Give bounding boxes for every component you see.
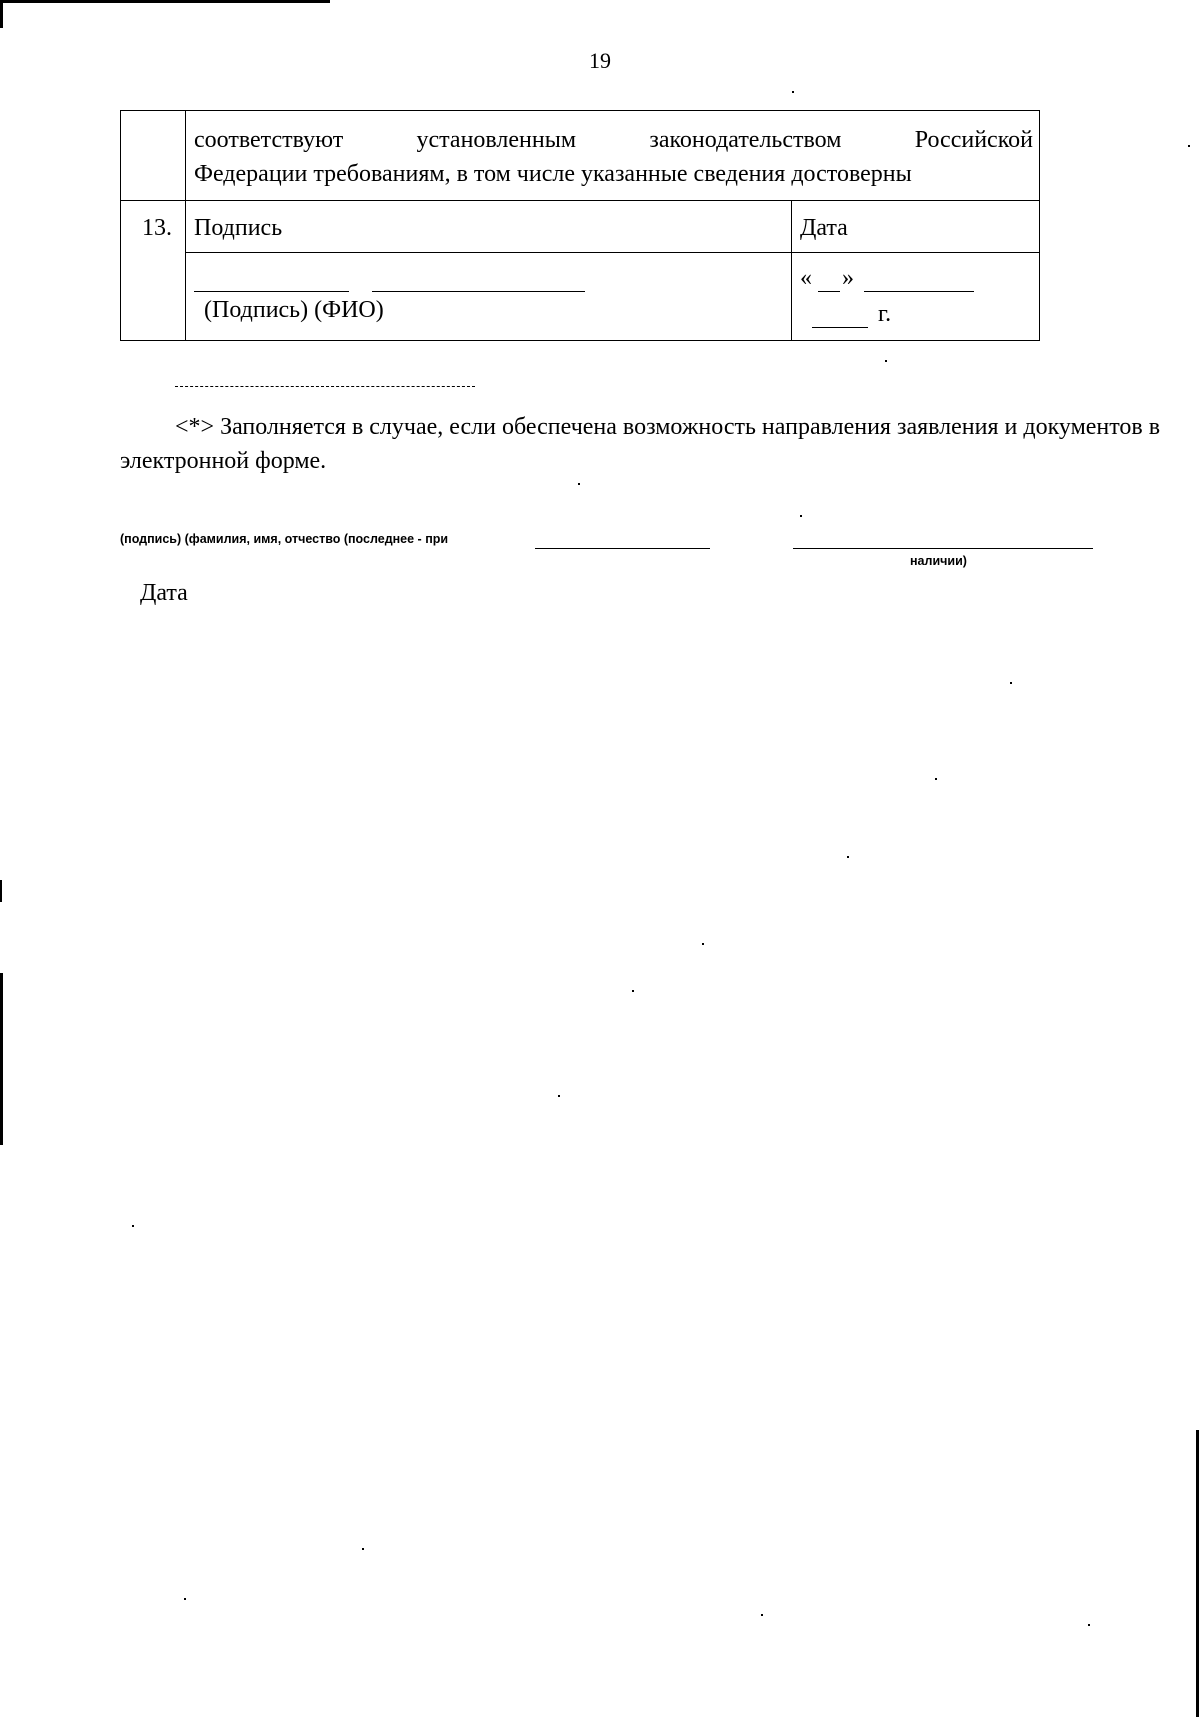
- declaration-word: установленным: [416, 127, 577, 153]
- declaration-word: Российской: [914, 127, 1033, 153]
- scan-speck: [132, 1225, 134, 1227]
- scan-speck: [632, 990, 634, 992]
- date-open-quote: «: [800, 265, 812, 291]
- date-label: Дата: [140, 580, 188, 606]
- declaration-line: [194, 123, 1033, 157]
- scan-speck: [1010, 682, 1012, 684]
- scan-speck: [885, 360, 887, 362]
- scan-speck: [362, 1548, 364, 1550]
- month-line: [864, 291, 974, 292]
- full-name-line: [372, 291, 585, 292]
- scan-speck: [935, 778, 937, 780]
- date-close-quote: »: [842, 265, 854, 291]
- application-table: [120, 110, 1040, 341]
- footnote-separator: [175, 386, 475, 387]
- scan-speck: [800, 515, 802, 517]
- signature-caption-right: наличии): [910, 554, 967, 568]
- signature-header: Подпись: [186, 201, 792, 253]
- scan-speck: [847, 856, 849, 858]
- page-number: 19: [589, 48, 611, 73]
- scan-speck: [761, 1614, 763, 1616]
- date-field[interactable]: [792, 253, 1040, 341]
- year-line: [812, 327, 868, 328]
- scan-border-left: [0, 880, 2, 902]
- scan-border-right: [1196, 1430, 1199, 1717]
- row-number: 13.: [121, 201, 186, 341]
- table-row: [121, 111, 1040, 201]
- signature-line: [535, 548, 710, 549]
- declaration-line: Федерации требованиям, в том числе указанные сведения достоверны: [194, 161, 912, 187]
- signature-caption-left: (подпись) (фамилия, имя, отчество (последнее - при: [120, 532, 449, 546]
- scan-border-left: [0, 973, 3, 1145]
- full-name-line: [793, 548, 1093, 549]
- scan-border-top: [0, 0, 330, 3]
- table-row: [121, 201, 1040, 253]
- scan-speck: [1188, 145, 1190, 147]
- scan-speck: [558, 1095, 560, 1097]
- scan-speck: [578, 483, 580, 485]
- signature-field[interactable]: [186, 253, 792, 341]
- signature-line: [194, 291, 349, 292]
- footnote-text: <*> Заполняется в случае, если обеспечена возможность направления заявления и документов в электронной форме.: [120, 414, 1161, 474]
- scan-border-left: [0, 0, 3, 28]
- row-number-cell: [121, 111, 186, 201]
- year-suffix: г.: [878, 301, 892, 327]
- table-row: [121, 253, 1040, 341]
- scan-speck: [1088, 1624, 1090, 1626]
- declaration-word: соответствуют: [194, 127, 344, 153]
- date-header: Дата: [792, 201, 1040, 253]
- declaration-cell: [186, 111, 1040, 201]
- signature-caption: (Подпись) (ФИО): [204, 297, 384, 323]
- scan-speck: [792, 91, 794, 93]
- scan-speck: [702, 943, 704, 945]
- declaration-word: законодательством: [649, 127, 842, 153]
- day-line: [818, 291, 840, 292]
- scan-speck: [184, 1598, 186, 1600]
